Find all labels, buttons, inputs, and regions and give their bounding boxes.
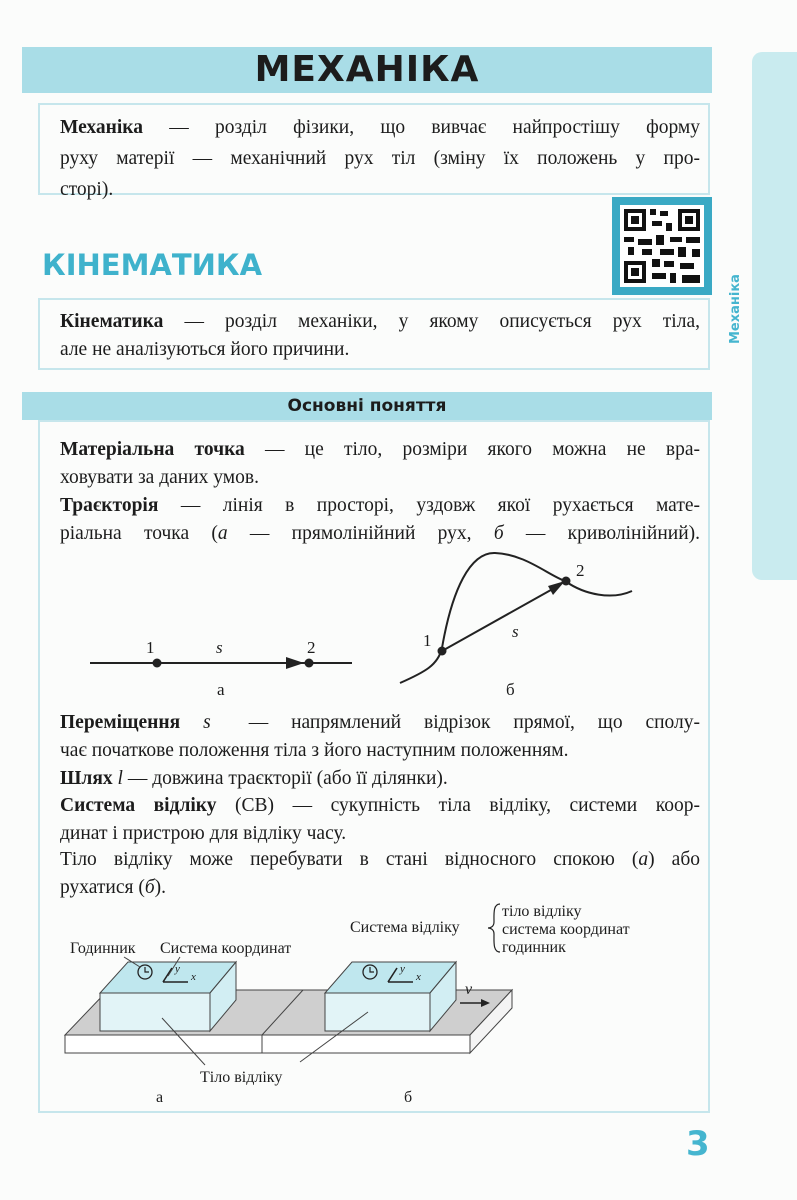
svg-text:y: y (400, 963, 405, 975)
definition-reference-system: Система відліку (СВ) — сукупність тіла відліку, системи коор- динат і пристрою для відліку часу. (60, 795, 700, 844)
reference-system-figure (0, 890, 720, 1110)
term: Механіка (60, 117, 143, 138)
svg-text:y: y (175, 963, 180, 975)
reference-body-a (100, 962, 236, 1031)
svg-text:1: 1 (423, 631, 432, 650)
definition-kinematics: Кінематика — розділ механіки, у якому описується рух тіла, але не аналізуються його причини. (60, 311, 700, 360)
section-heading-kinematics: КІНЕМАТИКА (42, 248, 263, 282)
svg-text:Система відліку: Система відліку (350, 919, 460, 936)
definition-path: Шлях l — довжина траєкторії (або її ділянки). (60, 768, 448, 789)
svg-text:v⃗: v⃗ (465, 981, 485, 998)
qr-code[interactable] (612, 197, 712, 295)
chapter-header (22, 47, 712, 93)
definition-mechanics: Механіка — розділ фізики, що вивчає найпростішу форму руху матерії — механічний рух тіл (зміну їх положень у про- сторі). (60, 117, 700, 200)
curved-trajectory (400, 553, 632, 699)
straight-trajectory (90, 638, 352, 699)
trajectory-figure (0, 550, 720, 710)
subsection-header (22, 392, 712, 420)
term: Кінематика (60, 311, 164, 332)
svg-text:б: б (506, 680, 515, 699)
svg-text:а: а (217, 680, 225, 699)
svg-text:2: 2 (576, 561, 585, 580)
svg-text:s⃗: s⃗ (512, 622, 532, 641)
definition-material-point: Матеріальна точка — це тіло, розміри якого можна не вра- ховувати за даних умов. (60, 439, 700, 488)
svg-text:1: 1 (146, 638, 155, 657)
definition-trajectory: Траєкторія — лінія в просторі, уздовж якої рухається мате- ріальна точка (а — прямолінійний рух, б — криволінійний). (60, 495, 700, 544)
svg-text:тіло відліку: тіло відліку (502, 903, 582, 920)
side-tab (752, 52, 797, 580)
svg-text:Годинник: Годинник (70, 940, 136, 957)
svg-text:а: а (156, 1089, 164, 1106)
page-number: 3 (686, 1124, 710, 1164)
svg-text:x: x (191, 971, 196, 983)
side-tab-label: Механіка (728, 274, 743, 344)
svg-text:2: 2 (307, 638, 316, 657)
brace-icon (488, 904, 500, 952)
reference-body-text: Тіло відліку може перебувати в стані відносного спокою (а) або рухатися (б). (60, 849, 700, 898)
chapter-title: МЕХАНІКА (254, 49, 480, 90)
svg-text:x: x (416, 971, 421, 983)
svg-text:б: б (404, 1089, 413, 1106)
subsection-title: Основні поняття (287, 396, 447, 416)
qr-code-icon (612, 197, 712, 295)
svg-text:Тіло відліку: Тіло відліку (200, 1069, 283, 1086)
svg-text:годинник: годинник (502, 939, 566, 956)
svg-text:s⃗: s⃗ (216, 638, 236, 657)
svg-text:Система координат: Система координат (160, 940, 292, 957)
svg-text:система координат: система координат (502, 921, 630, 938)
definition-displacement: Переміщення s⃗ — напрямлений відрізок прямої, що сполу- чає початкове положення тіла з його наступним положенням. (60, 712, 700, 761)
